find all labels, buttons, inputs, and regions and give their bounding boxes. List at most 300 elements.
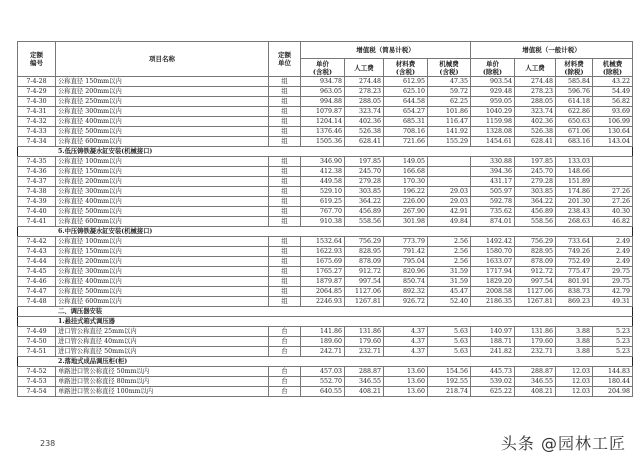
- price-cell: 56.82: [593, 97, 633, 107]
- table-row: [18, 247, 633, 257]
- item-name: 公称直径 150mm以内: [56, 167, 269, 177]
- item-name: 公称直径 600mm以内: [56, 297, 269, 307]
- table-row: [18, 157, 633, 167]
- table-row: [18, 167, 633, 177]
- watermark: 头条 @园林工匠: [500, 434, 626, 453]
- unit: 组: [269, 77, 301, 87]
- table-row: [18, 97, 633, 107]
- price-cell: 364.22: [515, 197, 556, 207]
- table-row: [18, 137, 633, 147]
- unit: 组: [269, 257, 301, 267]
- price-cell: 27.26: [593, 197, 633, 207]
- item-name: 公称直径 400mm以内: [56, 277, 269, 287]
- unit: 组: [269, 237, 301, 247]
- price-cell: [593, 157, 633, 167]
- price-cell: 42.79: [593, 287, 633, 297]
- price-cell: 625.10: [384, 87, 428, 97]
- price-cell: 13.60: [384, 387, 428, 397]
- table-row: [18, 237, 633, 247]
- quota-code: 7-4-43: [18, 247, 56, 257]
- unit: 组: [269, 287, 301, 297]
- price-cell: 267.90: [384, 207, 428, 217]
- price-cell: 558.56: [345, 217, 384, 227]
- section-title: 6.中压铸铁凝水缸安装(机械接口): [18, 227, 633, 237]
- header-col: 机械费 (含税): [428, 59, 471, 77]
- item-name: 公称直径 600mm以内: [56, 217, 269, 227]
- price-cell: 12.03: [556, 367, 593, 377]
- price-cell: 963.05: [301, 87, 345, 97]
- header-unit: 定额 单位: [269, 42, 301, 77]
- price-cell: 189.60: [301, 337, 345, 347]
- price-cell: 1879.87: [301, 277, 345, 287]
- price-cell: 402.36: [515, 117, 556, 127]
- price-cell: 245.70: [345, 167, 384, 177]
- price-cell: 323.74: [515, 107, 556, 117]
- table-row: [18, 207, 633, 217]
- price-cell: 303.85: [515, 187, 556, 197]
- price-cell: 1267.81: [345, 297, 384, 307]
- price-cell: 364.22: [345, 197, 384, 207]
- price-cell: 756.29: [345, 237, 384, 247]
- price-cell: 1204.14: [301, 117, 345, 127]
- price-cell: 1328.08: [471, 127, 515, 137]
- price-cell: 456.89: [345, 207, 384, 217]
- price-cell: 29.75: [593, 277, 633, 287]
- quota-code: 7-4-38: [18, 187, 56, 197]
- section-row: [18, 307, 633, 317]
- price-cell: 288.87: [515, 367, 556, 377]
- table-row: [18, 277, 633, 287]
- price-cell: 151.89: [556, 177, 593, 187]
- price-cell: 5.23: [593, 327, 633, 337]
- price-cell: 174.86: [556, 187, 593, 197]
- item-name: 公称直径 500mm以内: [56, 207, 269, 217]
- quota-code: 7-4-47: [18, 287, 56, 297]
- price-cell: 612.95: [384, 77, 428, 87]
- unit: 组: [269, 277, 301, 287]
- price-cell: 654.27: [384, 107, 428, 117]
- price-cell: 628.41: [345, 137, 384, 147]
- quota-code: 7-4-28: [18, 77, 56, 87]
- unit: 组: [269, 137, 301, 147]
- unit: 组: [269, 127, 301, 137]
- unit: 组: [269, 217, 301, 227]
- table-row: [18, 377, 633, 387]
- table-row: [18, 117, 633, 127]
- price-cell: 775.47: [556, 267, 593, 277]
- header-col: 材料费 (除税): [556, 59, 593, 77]
- item-name: 公称直径 400mm以内: [56, 117, 269, 127]
- price-cell: 4.37: [384, 327, 428, 337]
- price-cell: 144.83: [593, 367, 633, 377]
- price-cell: 5.23: [593, 347, 633, 357]
- table-row: [18, 197, 633, 207]
- price-cell: 149.05: [384, 157, 428, 167]
- item-name: 公称直径 200mm以内: [56, 87, 269, 97]
- price-cell: 1675.69: [301, 257, 345, 267]
- table-row: [18, 267, 633, 277]
- header-col: 人工费: [515, 59, 556, 77]
- price-cell: 13.60: [384, 377, 428, 387]
- price-cell: 141.92: [428, 127, 471, 137]
- price-cell: 301.98: [384, 217, 428, 227]
- item-name: 单路进口管公称直径 100mm以内: [56, 387, 269, 397]
- quota-code: 7-4-50: [18, 337, 56, 347]
- quota-code: 7-4-34: [18, 137, 56, 147]
- price-cell: 650.63: [556, 117, 593, 127]
- price-cell: 232.71: [345, 347, 384, 357]
- table-row: [18, 367, 633, 377]
- price-cell: 445.73: [471, 367, 515, 377]
- price-cell: 346.90: [301, 157, 345, 167]
- price-cell: 180.44: [593, 377, 633, 387]
- price-cell: 241.82: [471, 347, 515, 357]
- quota-code: 7-4-42: [18, 237, 56, 247]
- price-cell: 179.60: [345, 337, 384, 347]
- price-cell: 3.88: [556, 347, 593, 357]
- section-row: [18, 357, 633, 367]
- table-row: [18, 217, 633, 227]
- price-cell: 288.05: [515, 97, 556, 107]
- price-cell: 752.49: [556, 257, 593, 267]
- item-name: 公称直径 150mm以内: [56, 77, 269, 87]
- quota-code: 7-4-52: [18, 367, 56, 377]
- unit: 组: [269, 187, 301, 197]
- price-cell: 622.86: [556, 107, 593, 117]
- price-cell: 625.22: [471, 387, 515, 397]
- section-title: 二、调压器安装: [18, 307, 633, 317]
- section-row: [18, 147, 633, 157]
- item-name: 公称直径 200mm以内: [56, 257, 269, 267]
- price-cell: 721.66: [384, 137, 428, 147]
- unit: 组: [269, 267, 301, 277]
- quota-code: 7-4-45: [18, 267, 56, 277]
- header-code: 定额 编号: [18, 42, 56, 77]
- quota-code: 7-4-40: [18, 207, 56, 217]
- item-name: 进口管公称直径 40mm以内: [56, 337, 269, 347]
- price-cell: 596.76: [556, 87, 593, 97]
- price-cell: 394.36: [471, 167, 515, 177]
- price-cell: 838.73: [556, 287, 593, 297]
- price-cell: 934.78: [301, 77, 345, 87]
- price-cell: 5.63: [428, 337, 471, 347]
- price-cell: 188.71: [471, 337, 515, 347]
- price-cell: 997.54: [345, 277, 384, 287]
- item-name: 公称直径 300mm以内: [56, 187, 269, 197]
- unit: 组: [269, 167, 301, 177]
- price-cell: 456.89: [515, 207, 556, 217]
- price-cell: 4.37: [384, 347, 428, 357]
- price-cell: 49.31: [593, 297, 633, 307]
- price-cell: 539.02: [471, 377, 515, 387]
- quota-code: 7-4-35: [18, 157, 56, 167]
- price-cell: 1040.29: [471, 107, 515, 117]
- header-col: 人工费: [345, 59, 384, 77]
- item-name: 公称直径 500mm以内: [56, 287, 269, 297]
- price-cell: 232.71: [515, 347, 556, 357]
- price-cell: 1765.27: [301, 267, 345, 277]
- price-cell: 46.82: [593, 217, 633, 227]
- price-cell: 791.42: [384, 247, 428, 257]
- price-cell: 170.30: [384, 177, 428, 187]
- price-cell: 402.36: [345, 117, 384, 127]
- price-cell: 1532.64: [301, 237, 345, 247]
- price-cell: 874.01: [471, 217, 515, 227]
- price-cell: 5.63: [428, 347, 471, 357]
- price-cell: 773.79: [384, 237, 428, 247]
- price-cell: 2.49: [593, 247, 633, 257]
- header-group-general: 增值税（一般计税）: [471, 42, 633, 59]
- table-row: [18, 347, 633, 357]
- price-cell: 585.84: [556, 77, 593, 87]
- quota-code: 7-4-37: [18, 177, 56, 187]
- price-cell: 279.28: [515, 177, 556, 187]
- price-cell: 828.95: [345, 247, 384, 257]
- price-cell: 994.88: [301, 97, 345, 107]
- price-cell: 278.23: [345, 87, 384, 97]
- price-cell: 12.03: [556, 377, 593, 387]
- section-title: 1.悬挂式箱式调压器: [18, 317, 633, 327]
- price-cell: 54.49: [593, 87, 633, 97]
- price-cell: 197.85: [515, 157, 556, 167]
- price-cell: 558.56: [515, 217, 556, 227]
- header-group-simple: 增值税（简易计税）: [301, 42, 471, 59]
- quota-code: 7-4-39: [18, 197, 56, 207]
- price-cell: 756.29: [515, 237, 556, 247]
- price-cell: 130.64: [593, 127, 633, 137]
- price-cell: 749.26: [556, 247, 593, 257]
- quota-table: [17, 41, 633, 397]
- item-name: 单路进口管公称直径 80mm以内: [56, 377, 269, 387]
- price-cell: 708.16: [384, 127, 428, 137]
- price-cell: 1267.81: [515, 297, 556, 307]
- quota-code: 7-4-36: [18, 167, 56, 177]
- price-cell: 268.63: [556, 217, 593, 227]
- header-name: 项目名称: [56, 42, 269, 77]
- price-cell: 869.23: [556, 297, 593, 307]
- price-cell: 408.21: [515, 387, 556, 397]
- price-cell: 1376.46: [301, 127, 345, 137]
- quota-code: 7-4-49: [18, 327, 56, 337]
- price-cell: 192.55: [428, 377, 471, 387]
- price-cell: 2064.85: [301, 287, 345, 297]
- price-cell: [593, 167, 633, 177]
- price-cell: 2.49: [593, 257, 633, 267]
- table-row: [18, 387, 633, 397]
- price-cell: 552.70: [301, 377, 345, 387]
- price-cell: 850.74: [384, 277, 428, 287]
- table-row: [18, 127, 633, 137]
- quota-code: 7-4-48: [18, 297, 56, 307]
- unit: 组: [269, 97, 301, 107]
- unit: 组: [269, 177, 301, 187]
- header-col: 机械费 (除税): [593, 59, 633, 77]
- price-cell: 1127.06: [515, 287, 556, 297]
- price-cell: 2.56: [428, 247, 471, 257]
- price-cell: 828.95: [515, 247, 556, 257]
- price-cell: 1127.06: [345, 287, 384, 297]
- price-cell: 640.55: [301, 387, 345, 397]
- price-cell: 218.74: [428, 387, 471, 397]
- price-cell: 3.88: [556, 327, 593, 337]
- price-cell: 526.38: [345, 127, 384, 137]
- price-cell: 140.97: [471, 327, 515, 337]
- price-cell: 505.97: [471, 187, 515, 197]
- price-cell: 29.03: [428, 187, 471, 197]
- price-cell: [428, 157, 471, 167]
- unit: 组: [269, 107, 301, 117]
- item-name: 公称直径 150mm以内: [56, 247, 269, 257]
- price-cell: 820.96: [384, 267, 428, 277]
- price-cell: 912.72: [345, 267, 384, 277]
- item-name: 进口管公称直径 25mm以内: [56, 327, 269, 337]
- unit: 台: [269, 367, 301, 377]
- price-cell: 226.00: [384, 197, 428, 207]
- price-cell: 143.04: [593, 137, 633, 147]
- price-cell: 154.56: [428, 367, 471, 377]
- price-cell: 619.25: [301, 197, 345, 207]
- price-cell: 1717.94: [471, 267, 515, 277]
- quota-code: 7-4-33: [18, 127, 56, 137]
- price-cell: 685.31: [384, 117, 428, 127]
- unit: 组: [269, 297, 301, 307]
- unit: 台: [269, 377, 301, 387]
- unit: 组: [269, 207, 301, 217]
- item-name: 公称直径 100mm以内: [56, 157, 269, 167]
- item-name: 公称直径 250mm以内: [56, 97, 269, 107]
- price-cell: 330.88: [471, 157, 515, 167]
- price-cell: 1633.07: [471, 257, 515, 267]
- section-title: 5.低压铸铁凝水缸安装(机械接口): [18, 147, 633, 157]
- price-cell: 12.03: [556, 387, 593, 397]
- quota-code: 7-4-44: [18, 257, 56, 267]
- price-cell: 2246.93: [301, 297, 345, 307]
- unit: 台: [269, 387, 301, 397]
- price-cell: 2.56: [428, 237, 471, 247]
- item-name: 公称直径 100mm以内: [56, 237, 269, 247]
- table-row: [18, 87, 633, 97]
- price-cell: 43.22: [593, 77, 633, 87]
- price-cell: 148.66: [556, 167, 593, 177]
- price-cell: 628.41: [515, 137, 556, 147]
- price-cell: 735.62: [471, 207, 515, 217]
- quota-code: 7-4-51: [18, 347, 56, 357]
- price-cell: 912.72: [515, 267, 556, 277]
- price-cell: 878.09: [345, 257, 384, 267]
- item-name: 公称直径 400mm以内: [56, 197, 269, 207]
- price-cell: 795.04: [384, 257, 428, 267]
- price-cell: 526.38: [515, 127, 556, 137]
- price-cell: [428, 167, 471, 177]
- table-row: [18, 337, 633, 347]
- unit: 组: [269, 197, 301, 207]
- price-cell: 101.86: [428, 107, 471, 117]
- price-cell: 2186.35: [471, 297, 515, 307]
- price-cell: 1580.70: [471, 247, 515, 257]
- price-cell: 13.60: [384, 367, 428, 377]
- price-cell: 1159.98: [471, 117, 515, 127]
- price-cell: 279.28: [345, 177, 384, 187]
- quota-code: 7-4-54: [18, 387, 56, 397]
- table-row: [18, 257, 633, 267]
- price-cell: 141.86: [301, 327, 345, 337]
- quota-code: 7-4-46: [18, 277, 56, 287]
- price-cell: 412.38: [301, 167, 345, 177]
- price-cell: 5.63: [428, 327, 471, 337]
- price-cell: 45.47: [428, 287, 471, 297]
- price-cell: 2.49: [593, 237, 633, 247]
- item-name: 公称直径 600mm以内: [56, 137, 269, 147]
- price-cell: 197.85: [345, 157, 384, 167]
- table-row: [18, 297, 633, 307]
- price-cell: 274.48: [345, 77, 384, 87]
- price-cell: 303.85: [345, 187, 384, 197]
- price-cell: 1454.61: [471, 137, 515, 147]
- price-cell: 529.10: [301, 187, 345, 197]
- table-row: [18, 77, 633, 87]
- price-cell: 106.99: [593, 117, 633, 127]
- item-name: 单路进口管公称直径 50mm以内: [56, 367, 269, 377]
- price-cell: 288.05: [345, 97, 384, 107]
- price-cell: 245.70: [515, 167, 556, 177]
- price-cell: 3.88: [556, 337, 593, 347]
- price-cell: 457.03: [301, 367, 345, 377]
- price-cell: 4.37: [384, 337, 428, 347]
- price-cell: 133.03: [556, 157, 593, 167]
- price-cell: 910.38: [301, 217, 345, 227]
- price-cell: 179.60: [515, 337, 556, 347]
- unit: 组: [269, 247, 301, 257]
- price-cell: 614.18: [556, 97, 593, 107]
- price-cell: 408.21: [345, 387, 384, 397]
- price-cell: 801.91: [556, 277, 593, 287]
- price-cell: 346.55: [345, 377, 384, 387]
- price-cell: 683.16: [556, 137, 593, 147]
- price-cell: 644.58: [384, 97, 428, 107]
- price-cell: 323.74: [345, 107, 384, 117]
- price-cell: 926.72: [384, 297, 428, 307]
- section-title: 2.落地式成品调压柜(柜): [18, 357, 633, 367]
- price-cell: 31.59: [428, 267, 471, 277]
- price-cell: 62.25: [428, 97, 471, 107]
- price-cell: 997.54: [515, 277, 556, 287]
- quota-code: 7-4-30: [18, 97, 56, 107]
- price-cell: 1492.42: [471, 237, 515, 247]
- price-cell: 878.09: [515, 257, 556, 267]
- price-cell: 155.29: [428, 137, 471, 147]
- price-cell: 242.71: [301, 347, 345, 357]
- price-cell: 52.40: [428, 297, 471, 307]
- price-cell: 42.91: [428, 207, 471, 217]
- price-cell: 201.30: [556, 197, 593, 207]
- header-col: 材料费 (含税): [384, 59, 428, 77]
- price-cell: 278.23: [515, 87, 556, 97]
- price-cell: 449.58: [301, 177, 345, 187]
- price-cell: 59.72: [428, 87, 471, 97]
- table-row: [18, 327, 633, 337]
- price-cell: 40.30: [593, 207, 633, 217]
- item-name: 公称直径 300mm以内: [56, 267, 269, 277]
- price-cell: 959.05: [471, 97, 515, 107]
- unit: 台: [269, 327, 301, 337]
- price-cell: 31.59: [428, 277, 471, 287]
- table-row: [18, 287, 633, 297]
- price-cell: 2.56: [428, 257, 471, 267]
- price-cell: 767.70: [301, 207, 345, 217]
- price-cell: 116.47: [428, 117, 471, 127]
- item-name: 公称直径 300mm以内: [56, 107, 269, 117]
- item-name: 公称直径 200mm以内: [56, 177, 269, 187]
